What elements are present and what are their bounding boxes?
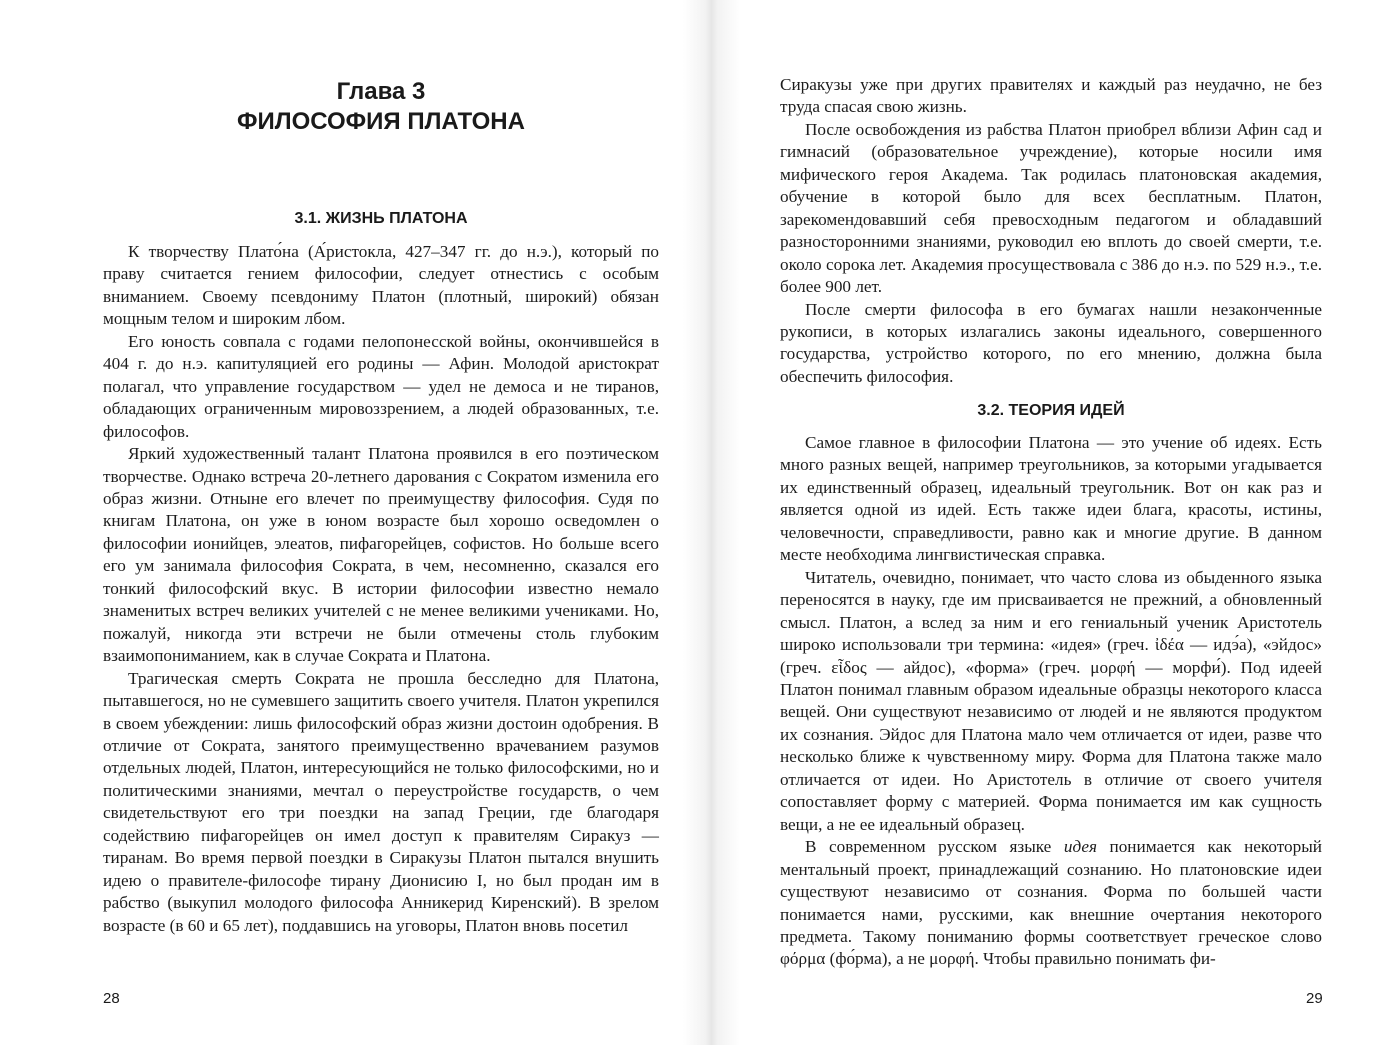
paragraph: Его юность совпала с годами пелопонесской войны, окончившейся в 404 г. до н.э. капитуляцией его родины — Афин. Молодой аристократ полагал, что управление государством — удел не демоса и не тиранов, обладающих ограниченным мировоззрением, а людей образованных, т.е. философов. bbox=[103, 331, 659, 441]
paragraph: Трагическая смерть Сократа не прошла бесследно для Платона, пытавшегося, но не сумевшего защитить своего учителя. Платон укрепился в своем убеждении: лишь философский образ жизни достоин одобрения. В отличие от Сократа, занятого преимущественно врачеванием разумов отдельных людей, Платон, интересующийся не только философскими, но и политическими знаниями, мечтал о переустройстве государств, о чем свидетельствуют его три поездки на запад Греции, где благодаря содействию пифагорейцев он имел доступ к правителям Сиракуз — тиранам. Во время первой поездки в Сиракузы Платон пытался внушить идею о правителе-философе тирану Дионисию I, но был продан им в рабство (выкупил молодого философа Анникерид Киренский). В зрелом возрасте (в 60 и 65 лет), поддавшись на уговоры, Платон вновь посетил bbox=[103, 668, 659, 935]
paragraph: После освобождения из рабства Платон приобрел вблизи Афин сад и гимнасий (образовательное учреждение), которые носили имя мифического героя Академа. Так родилась платоновская академия, обучение в которой было для всех бесплатным. Платон, зарекомендовавший себя превосходным педагогом и обладавший разносторонними знаниями, руководил ею вплоть до своей смерти, т.е. около сорока лет. Академия просуществовала с 386 до н.э. по 529 н.э., т.е. более 900 лет. bbox=[780, 119, 1322, 297]
section-heading-3-1: 3.1. ЖИЗНЬ ПЛАТОНА bbox=[294, 210, 468, 227]
text-run: понимается как некоторый ментальный проект, принадлежащий сознанию. Но платоновские идеи существуют независимо от сознания. Форма по большей части понимается нами, русскими, как внешние очертания некоторого предмета. Такому пониманию формы соответствует греческое слово φόρμα (фо́рма), а не μορφή. Чтобы правильно понимать фи- bbox=[780, 837, 1322, 969]
paragraph: К творчеству Плато́на (А́ристокла, 427–347 гг. до н.э.), который по праву считается гением философии, следует отнестись с особым вниманием. Своему псевдониму Платон (плотный, широкий) обязан мощным телом и широким лбом. bbox=[103, 242, 659, 329]
section-heading-3-2: 3.2. ТЕОРИЯ ИДЕЙ bbox=[977, 402, 1125, 419]
paragraph: Самое главное в философии Платона — это учение об идеях. Есть много разных вещей, например треугольников, за которыми угадывается их единственный образец, идеальный треугольник. Вот он как раз и является одной из идей. Есть также идеи блага, красоты, истины, человечности, справедливости, равно как и многие другие. В данном месте необходима лингвистическая справка. bbox=[780, 433, 1322, 565]
chapter-label: Глава 3 bbox=[336, 78, 426, 105]
paragraph: После смерти философа в его бумагах нашли незаконченные рукописи, в которых излагались законы идеального, совершенного государства, устройство которого, по его мнению, должна была обеспечить философия. bbox=[780, 299, 1322, 386]
italic-term: идея bbox=[1063, 837, 1097, 857]
paragraph: Сиракузы уже при других правителях и каждый раз неудачно, не без труда спасая свою жизнь. bbox=[780, 75, 1322, 117]
book-gutter bbox=[683, 0, 740, 1045]
paragraph: Читатель, очевидно, понимает, что часто слова из обыденного языка переносятся в науку, где им присваивается не прежний, а обновленный смысл. Платон, а вслед за ним и его гениальный ученик Аристотель широко использовали три термина: «идея» (греч. ἰδέα — идэ́а), «эйдос» (греч. εἶδος — айдос), «форма» (греч. μορφή — морфи́). Под идеей Платон понимал главным образом идеальные образцы некоторого класса вещей. Они существуют независимо от людей и не являются продуктом их сознания. Эйдос для Платона мало чем отличается от идеи, разве что несколько ближе к чувственному миру. Форма для Платона также мало отличается от идеи. Но Аристотель в отличие от своего учителя сопоставляет форму с материей. Форма понимается им как сущность вещи, а не ее идеальный образец. bbox=[780, 567, 1322, 834]
right-top-text bbox=[780, 74, 1322, 388]
paragraph: Яркий художественный талант Платона проявился в его поэтическом творчестве. Однако встреча 20-летнего дарования с Сократом изменила его образ жизни. Отныне его влечет по преимуществу философия. Судя по книгам Платона, он уже в юном возрасте был хорошо осведомлен о философии ионийцев, элеатов, пифагорейцев, софистов. Но больше всего его ум занимала философия Сократа, в чем, несомненно, сказался его тонкий философский вкус. В истории философии известно немало знаменитых встреч великих учителей с не менее великими учениками. Но, пожалуй, никогда эти встречи не были отмечены столь глубоким взаимопониманием, как в случае Сократа и Платона. bbox=[103, 444, 659, 666]
chapter-title: ФИЛОСОФИЯ ПЛАТОНА bbox=[237, 108, 525, 135]
right-bottom-text bbox=[780, 432, 1322, 971]
page-number-left: 28 bbox=[103, 990, 120, 1007]
paragraph bbox=[780, 836, 1322, 971]
left-body-text bbox=[103, 241, 659, 937]
page-number-right: 29 bbox=[1306, 990, 1323, 1007]
text-run: В современном русском языке bbox=[805, 837, 1064, 857]
